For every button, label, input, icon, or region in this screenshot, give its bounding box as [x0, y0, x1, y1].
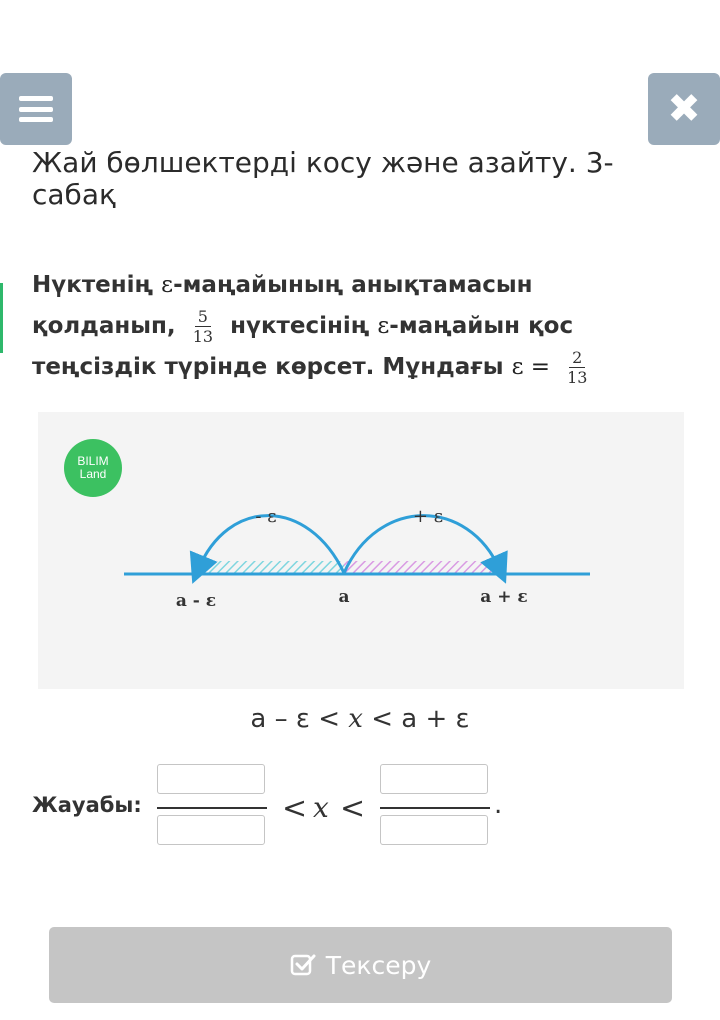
left-fraction-bar [157, 807, 267, 809]
right-fraction-bar [380, 807, 490, 809]
label-a-minus-epsilon: a - ε [175, 591, 217, 611]
question-part1: Нүктенің [32, 272, 154, 298]
question-part2: -маңайының анықтамасын қолданып, [32, 272, 533, 339]
epsilon-symbol-2: ε [377, 313, 390, 339]
epsilon-equals: ε = [511, 354, 551, 380]
epsilon-neighborhood-diagram [38, 412, 684, 689]
ineq-a1: a [250, 704, 267, 734]
menu-icon [19, 96, 53, 122]
right-denominator-input[interactable] [380, 815, 488, 845]
ineq-a2: a [401, 704, 418, 734]
epsilon-denominator: 13 [567, 368, 588, 387]
left-accent-bar [0, 283, 3, 353]
answer-less-than-1: < [282, 791, 308, 826]
checkbox-icon [290, 952, 316, 978]
left-hatched-region [198, 561, 344, 573]
menu-button[interactable] [0, 73, 72, 145]
epsilon-numerator: 2 [569, 349, 585, 368]
answer-x: x [313, 791, 329, 824]
point-denominator: 13 [192, 327, 214, 346]
answer-less-than-2: < [340, 791, 366, 826]
point-numerator: 5 [195, 308, 211, 327]
answer-label: Жауабы: [32, 793, 142, 817]
epsilon-symbol: ε [161, 272, 174, 298]
inequality-formula [0, 704, 720, 734]
epsilon-fraction [564, 349, 590, 386]
point-fraction [190, 308, 216, 345]
plus-epsilon-label: + ε [412, 506, 444, 527]
close-icon: ✖ [667, 86, 701, 132]
question-part4: -маңайын қос теңсіздік түрінде көрсет. Мұндағы [32, 313, 574, 380]
right-numerator-input[interactable] [380, 764, 488, 794]
answer-period: . [494, 790, 503, 820]
check-button-label: Тексеру [325, 950, 432, 980]
ineq-x: x [348, 704, 363, 734]
right-hatched-region [344, 561, 500, 573]
logo-line2: Land [79, 467, 107, 481]
logo-line1: BILIM [77, 454, 109, 468]
page-title: Жай бөлшектерді косу және азайту. 3-сабақ [32, 146, 614, 211]
close-button[interactable] [648, 73, 720, 145]
left-numerator-input[interactable] [157, 764, 265, 794]
minus-epsilon-label: - ε [255, 506, 277, 527]
ineq-plus: + ε [417, 704, 470, 734]
ineq-lt2: < [362, 704, 402, 734]
diagram-panel [38, 412, 684, 689]
ineq-minus: – ε < [266, 704, 349, 734]
question-text [32, 265, 672, 388]
label-a: a [338, 587, 350, 607]
label-a-plus-epsilon: a + ε [480, 587, 528, 607]
left-denominator-input[interactable] [157, 815, 265, 845]
question-part3: нүктесінің [230, 313, 370, 339]
check-button[interactable] [49, 927, 672, 1003]
